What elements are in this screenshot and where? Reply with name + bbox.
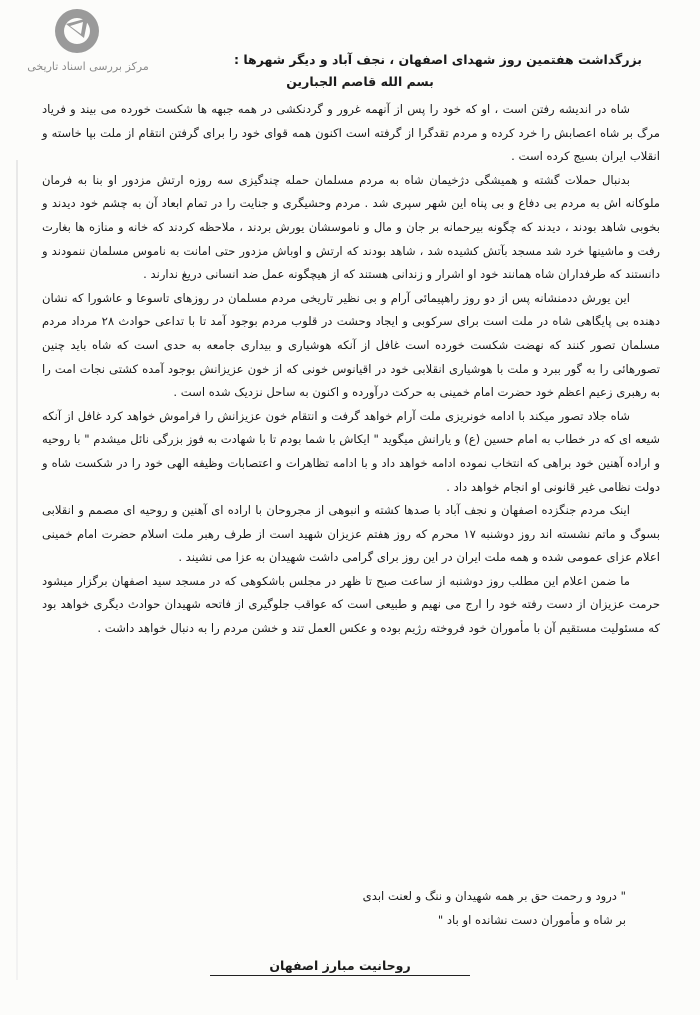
body-paragraph: بدنبال حملات گشته و همیشگی دژخیمان شاه به مردم مسلمان حمله چندگیزی سه روزه ارتش مزدور او بنا به فرمان ملوکانه اش به مردم بی دفاع و بی پناه این شهر سپری شد . مردم وحشیگری و جنایت را در تمام ابعاد آن به چشم خود دیدند و بخوبی شاهد بودند ، دیدند که چگونه بیرحمانه بر جان و مال و ناموسشان یورش بردند ، ملاحظه کردند که خانه و منازه ها بغارت رفت و ماشینها خرد شد مسجد بآتش کشیده شد ، شاهد بودند که ارتش و اوباش مزدور حتی امانت به ناموس مسلمان ننمودند و دانستند که طرفداران شاه همانند خود او اشرار و زندانی هستند که از هیچگونه عمل ضد انسانی دریغ ندارند . (42, 172, 660, 282)
body-paragraph: شاه جلاد تصور میکند با ادامه خونریزی ملت آرام خواهد گرفت و انتقام خون عزیزانش را فراموش خواهد کرد غافل از آنکه شیعه ای که در خطاب به امام حسین (ع) و یارانش میگوید " ایکاش با شما بودم تا با شهادت به فوز بزرگی نائل میشدم " با روحیه و اراده آهنین خود براهی که انتخاب نموده ادامه خواهد داد و با ادامه تظاهرات و اعتصابات وظیفه الهی خود را در شکست شاه و دولت نظامی غیر قانونی او انجام خواهد داد . (42, 408, 660, 494)
body-paragraph: اینک مردم جنگزده اصفهان و نجف آباد با صدها کشته و انبوهی از مجروحان با اراده ای آهنین و روحیه ای مصمم و انقلابی بسوگ و ماتم نشسته اند روز دوشنبه ۱۷ محرم که روز هفتم عزیزان شهید است از طرف رهبر ملت اسلام حضرت امام خمینی اعلام عزای عمومی شده و همه ملت ایران در این روز برای گرامی داشت شهیدان به عزا می نشیند . (42, 503, 660, 565)
closing-line: " درود و رحمت حق بر همه شهیدان و ننگ و لعنت ابدی (362, 889, 626, 903)
body-paragraph: شاه در اندیشه رفتن است ، او که خود را پس از آنهمه غرور و گردنکشی در همه جبهه ها شکست خورده می بیند و فریاد مرگ بر شاه اعصابش را خرد کرده و مردم تقدگرا از گرفته است اکنون همه قوای خود را برای گرفتن انتقام از ملت بپا خاسته و انقلاب ایران بسیج کرده است . (42, 102, 660, 164)
archive-name: مرکز بررسی اسناد تاریخی (27, 60, 149, 73)
signature-line: روحانیت مبارز اصفهان (210, 958, 470, 976)
bismillah-line: بسم الله قاصم الجبارین (286, 74, 434, 89)
document-heading: بزرگداشت هفتمین روز شهدای اصفهان ، نجف آباد و دیگر شهرها : (233, 52, 642, 67)
closing-line: بر شاه و مأموران دست نشانده او باد " (437, 913, 626, 927)
document-body (42, 98, 660, 641)
archive-logo-icon (52, 6, 102, 56)
body-paragraph: ما ضمن اعلام این مطلب روز دوشنبه از ساعت صبح تا ظهر در مجلس باشکوهی که در مسجد سید اصفهان برگزار میشود حرمت عزیزان از دست رفته خود را ارج می نهیم و طبیعی است که عواقب جلوگیری از فاتحه شهیدان حوادث دیگری خواهد بود که مسئولیت مستقیم آن با مأموران خود فروخته رژیم بوده و عکس العمل تند و خشن مردم را به دنبال خواهد داشت . (42, 573, 660, 636)
scan-edge-shadow (16, 160, 18, 980)
closing-prayer (66, 884, 626, 932)
body-paragraph: این یورش ددمنشانه پس از دو روز راهپیمائی آرام و بی نظیر تاریخی مردم مسلمان در روزهای تاسوعا و عاشورا که نشان دهنده بی پایگاهی شاه در ملت است برای سرکوبی و ایجاد وحشت در قلوب مردم بوجود آمد تا با تداعی حوادث ۲۸ مرداد مردم مسلمان تصور کنند که نهضت شکست خورده است غافل از آنکه هوشیاری و بیداری جامعه به حدی است که شاه باید چنین تصورهائی را به گور ببرد و ملت با هوشیاری انقلابی خود در اقیانوس خونی که از خون عزیزانش بوجود آمده کشتی نجات امت را به رهبری زعیم اعظم خود حضرت امام خمینی به حرکت درآورده و اکنون به ساحل نزدیک شده است . (42, 290, 660, 400)
